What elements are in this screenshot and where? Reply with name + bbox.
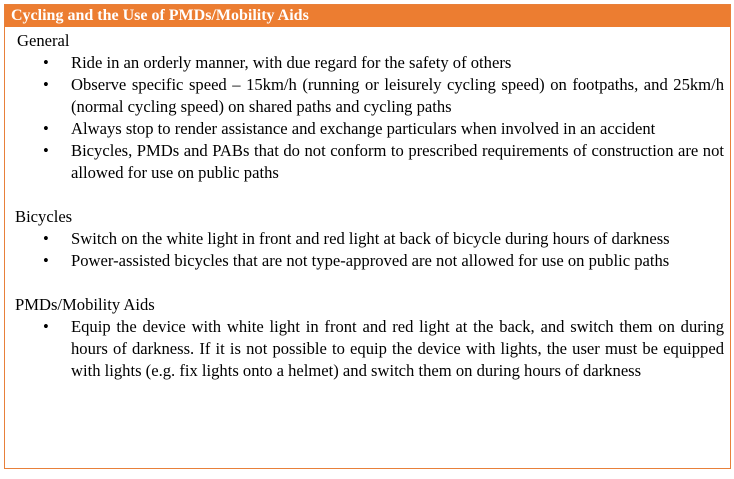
list-item [15, 118, 724, 140]
list-item [15, 228, 724, 250]
box-title: Cycling and the Use of PMDs/Mobility Aids [5, 5, 730, 27]
section-heading-pmds: PMDs/Mobility Aids [15, 295, 155, 314]
list-item-text: Power-assisted bicycles that are not type-approved are not allowed for use on public paths [71, 251, 670, 270]
list-item-text: Equip the device with white light in front and red light at the back, and switch them on during hours of darkness. If it is not possible to equip the device with lights, the user must be equipped with lights (e.g. fix lights onto a helmet) and switch them on during hours of darkness [71, 317, 724, 380]
section-heading-bicycles: Bicycles [15, 207, 73, 226]
list-item [15, 140, 724, 184]
list-item-text: Switch on the white light in front and red light at back of bicycle during hours of darkness [71, 229, 670, 248]
list-item [15, 250, 724, 272]
bullet-icon: • [43, 53, 49, 72]
list-item-text: Observe specific speed – 15km/h (running or leisurely cycling speed) on footpaths, and 25km/h (normal cycling speed) on shared paths and cycling paths [71, 75, 724, 116]
list-item [15, 74, 724, 118]
bullet-icon: • [43, 317, 49, 336]
list-item [15, 316, 724, 382]
list-item-text: Always stop to render assistance and exchange particulars when involved in an accident [71, 119, 656, 138]
list-item-text: Ride in an orderly manner, with due regard for the safety of others [71, 53, 512, 72]
bullet-icon: • [43, 141, 49, 160]
info-box [4, 4, 731, 469]
section-heading-general: General [17, 31, 70, 50]
box-content [5, 27, 730, 382]
pmds-list [15, 316, 724, 382]
bullet-icon: • [43, 229, 49, 248]
list-item [15, 52, 724, 74]
list-item-text: Bicycles, PMDs and PABs that do not conform to prescribed requirements of construction are not allowed for use on public paths [71, 141, 724, 182]
bicycles-list [15, 228, 724, 272]
general-list [15, 52, 724, 184]
bullet-icon: • [43, 251, 49, 270]
bullet-icon: • [43, 119, 49, 138]
bullet-icon: • [43, 75, 49, 94]
